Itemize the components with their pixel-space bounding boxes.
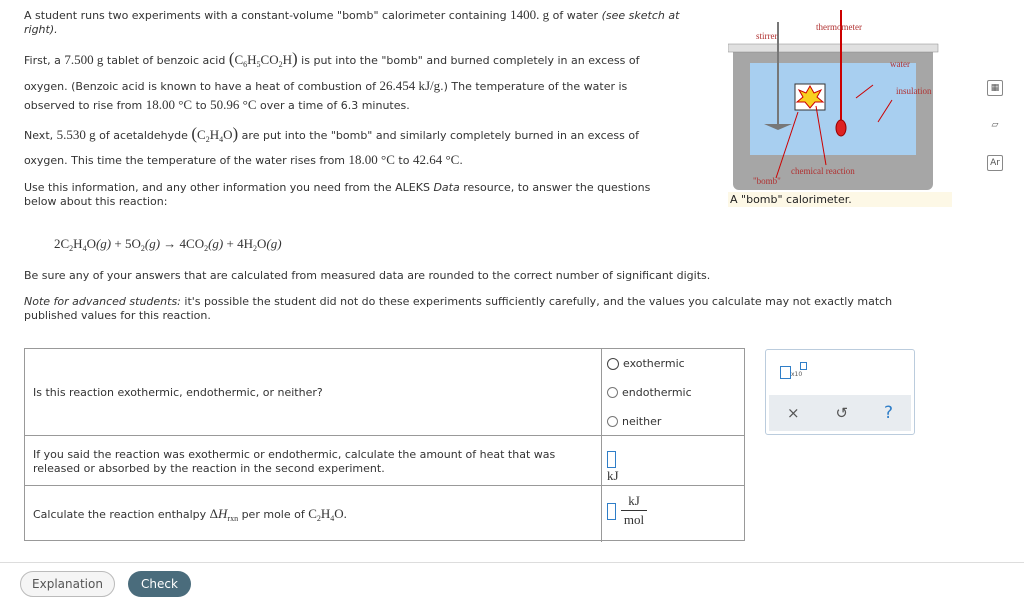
radio-icon[interactable] (607, 416, 618, 427)
chemical-reaction-label: chemical reaction (791, 166, 855, 176)
figure-caption: A "bomb" calorimeter. (728, 192, 952, 207)
neither-option[interactable]: neither (607, 415, 661, 428)
bomb-label: "bomb" (753, 176, 781, 186)
question-1-answer-cell (601, 349, 692, 435)
heat-answer-input[interactable] (607, 451, 616, 468)
scientific-notation-button[interactable]: x10 (780, 366, 802, 379)
help-button[interactable]: ? (884, 403, 894, 423)
advanced-note: Note for advanced students: it's possible the student did not do these experiments sufficiently carefully, and the values you calculate may not exactly match published values for this reaction. (24, 295, 893, 322)
stirrer-label: stirrer (756, 31, 778, 41)
question-row-2 (25, 435, 744, 486)
sig-figs-note: Be sure any of your answers that are calculated from measured data are rounded to the correct number of significant digits. (24, 269, 711, 282)
calculator-icon[interactable]: ▦ (987, 80, 1003, 96)
question-2-answer-cell: kJ (601, 436, 602, 486)
question-3-answer-cell: kJ mol (601, 486, 602, 542)
bar-chart-icon[interactable]: ▱ (991, 120, 999, 130)
intro-text: A student runs two experiments with a constant-volume "bomb" calorimeter containing 1400. g of water (see sketch at right). (24, 7, 680, 36)
endothermic-option[interactable]: endothermic (607, 386, 692, 399)
acetaldehyde-formula: $(C_2H_4O)$ (191, 124, 239, 144)
first-experiment-line2: oxygen. (Benzoic acid is known to have a heat of combustion of 26.454 kJ/g.) The temperature of the water is (24, 78, 628, 93)
math-tool-palette (765, 349, 915, 435)
question-3-text: Calculate the reaction enthalpy $\Delta H_{rxn}$ per mole of $C_2H_4O$. (33, 506, 347, 523)
explanation-button[interactable]: Explanation (20, 571, 115, 597)
undo-button[interactable]: ↺ (835, 404, 849, 422)
water-shape (750, 63, 916, 155)
footer-divider (0, 562, 1024, 563)
bomb-calorimeter-diagram (728, 0, 978, 192)
first-experiment-line3: observed to rise from 18.00 °C to 50.96 °C over a time of 6.3 minutes. (24, 97, 410, 112)
thermometer-label: thermometer (816, 22, 862, 32)
question-row-1 (25, 349, 744, 435)
first-experiment-line1: First, a 7.500 g tablet of benzoic acid $(C_6H_5CO_2H)$ is put into the "bomb" and burned completely in an excess of (24, 49, 640, 69)
radio-icon[interactable] (607, 387, 618, 398)
enthalpy-answer-input[interactable] (607, 503, 616, 520)
use-info-text: Use this information, and any other information you need from the ALEKS Data resource, to answer the questions below about this reaction: (24, 181, 651, 208)
next-experiment-line1: Next, 5.530 g of acetaldehyde $(C_2H_4O)$ are put into the "bomb" and similarly completely burned in an excess of (24, 124, 639, 144)
question-row-3 (25, 485, 744, 542)
clear-button[interactable]: × (786, 404, 800, 422)
benzoic-acid-formula: $(C_6H_5CO_2H)$ (228, 49, 298, 69)
question-1-text: Is this reaction exothermic, endothermic, or neither? (33, 386, 323, 399)
exothermic-option[interactable]: exothermic (607, 357, 685, 370)
question-table (24, 348, 745, 541)
periodic-table-icon[interactable]: Ar (987, 155, 1003, 171)
insulation-label: insulation (896, 86, 932, 96)
next-experiment-line2: oxygen. This time the temperature of the water rises from 18.00 °C to 42.64 °C. (24, 152, 463, 167)
check-button[interactable]: Check (128, 571, 191, 597)
thermometer-bulb (836, 120, 846, 136)
lid-shape (728, 44, 938, 52)
reaction-equation: $2C_2H_4O(g) + 5O_2(g) \to 4CO_2(g) + 4H_2O(g)$ (54, 236, 282, 253)
radio-icon[interactable] (607, 358, 619, 370)
question-2-text: If you said the reaction was exothermic or endothermic, calculate the amount of heat that was released or absorbed by the reaction in the second experiment. (33, 448, 556, 475)
water-label: water (890, 59, 910, 69)
